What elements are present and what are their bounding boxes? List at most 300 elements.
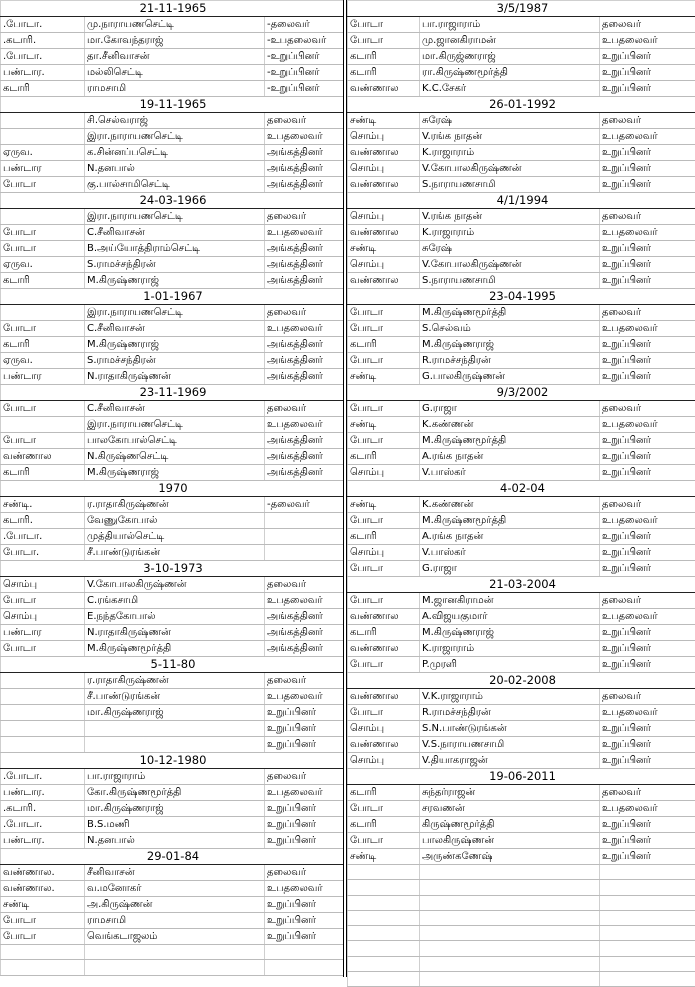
table-row: [348, 401, 695, 417]
table-row: [348, 129, 695, 145]
role-cell: தலைவர்: [600, 497, 695, 513]
table-row: [1, 161, 344, 177]
name-cell: M.கிருஷ்ணமூர்த்தி: [85, 641, 265, 657]
table-row: [348, 910, 695, 925]
role-cell: -உறுப்பினர்: [265, 49, 344, 65]
role-cell: அங்கத்தினர்: [265, 449, 344, 465]
table-row: [1, 625, 344, 641]
role-cell: உறுப்பினர்: [265, 929, 344, 945]
place-cell: சண்டி: [348, 849, 420, 865]
name-cell: E.நந்தகோபால்: [85, 609, 265, 625]
name-cell: சீ.பாண்டுரங்கன்: [85, 545, 265, 561]
table-row: [1, 177, 344, 193]
place-cell: [1, 209, 85, 225]
table-row: [348, 785, 695, 801]
role-cell: தலைவர்: [265, 305, 344, 321]
role-cell: உறுப்பினர்: [600, 273, 695, 289]
role-cell: உறுப்பினர்: [600, 833, 695, 849]
date-header: 23-04-1995: [348, 289, 695, 305]
date-header-row: [348, 577, 695, 593]
name-cell: முத்தியால்செட்டி: [85, 529, 265, 545]
place-cell: போடா: [348, 33, 420, 49]
place-cell: போடா: [348, 321, 420, 337]
date-header: 19-11-1965: [1, 97, 344, 113]
name-cell: ரா.கிருஷ்ணமூர்த்தி: [420, 65, 600, 81]
place-cell: வண்ணால: [348, 81, 420, 97]
table-row: [1, 321, 344, 337]
role-cell: உபதலைவர்: [600, 417, 695, 433]
place-cell: கடாரி: [1, 81, 85, 97]
name-cell: S.செல்வம்: [420, 321, 600, 337]
name-cell: சுந்தர்ராஜன்: [420, 785, 600, 801]
date-header-row: [1, 657, 344, 673]
table-row: [348, 817, 695, 833]
name-cell: வேணுகோபால்: [85, 513, 265, 529]
place-cell: சண்டி: [348, 113, 420, 129]
table-row: [1, 705, 344, 721]
table-row: [1, 369, 344, 385]
place-cell: பண்டார.: [1, 65, 85, 81]
role-cell: உபதலைவர்: [265, 881, 344, 897]
table-row: [348, 721, 695, 737]
name-cell: K.கண்ணன்: [420, 497, 600, 513]
table-row: [1, 353, 344, 369]
name-cell: மு.ஜானகிராமன்: [420, 33, 600, 49]
place-cell: பண்டார.: [1, 833, 85, 849]
place-cell: [348, 941, 420, 956]
name-cell: A.ரங்க நாதன்: [420, 529, 600, 545]
place-cell: கடாரி.: [1, 513, 85, 529]
table-row: [1, 465, 344, 481]
place-cell: வண்ணால: [348, 689, 420, 705]
role-cell: உறுப்பினர்: [600, 465, 695, 481]
place-cell: கடாரி: [1, 273, 85, 289]
table-row: [348, 609, 695, 625]
date-header: 21-03-2004: [348, 577, 695, 593]
name-cell: K.ராஜாராம்: [420, 225, 600, 241]
table-row: [348, 49, 695, 65]
role-cell: தலைவர்: [265, 577, 344, 593]
role-cell: தலைவர்: [600, 593, 695, 609]
place-cell: போடா: [348, 513, 420, 529]
place-cell: கடாரி: [348, 49, 420, 65]
place-cell: சொம்பு: [1, 609, 85, 625]
name-cell: S.நாராயணசாமி: [420, 177, 600, 193]
table-row: [1, 129, 344, 145]
role-cell: உறுப்பினர்: [600, 625, 695, 641]
date-header: 10-12-1980: [1, 753, 344, 769]
table-row: [1, 865, 344, 881]
date-header: 19-06-2011: [348, 769, 695, 785]
name-cell: S.ராமச்சந்திரன்: [85, 257, 265, 273]
role-cell: [600, 865, 695, 880]
name-cell: V.ரங்க நாதன்: [420, 209, 600, 225]
table-row: [1, 49, 344, 65]
date-header-row: [1, 481, 344, 497]
date-header-row: [1, 1, 344, 17]
table-row: [348, 657, 695, 673]
place-cell: சொம்பு: [348, 545, 420, 561]
name-cell: [420, 910, 600, 925]
name-cell: B.அய்யோத்திராம்செட்டி: [85, 241, 265, 257]
table-row: [1, 689, 344, 705]
place-cell: [1, 305, 85, 321]
table-row: [348, 880, 695, 895]
table-row: [1, 881, 344, 897]
table-row: [348, 737, 695, 753]
role-cell: உபதலைவர்: [600, 513, 695, 529]
name-cell: இரா.நாராயணசெட்டி: [85, 129, 265, 145]
role-cell: [600, 972, 695, 987]
place-cell: போடா: [348, 833, 420, 849]
table-row: [1, 225, 344, 241]
name-cell: கிருஷ்ணமூர்த்தி: [420, 817, 600, 833]
table-row: [348, 113, 695, 129]
date-header: 4/1/1994: [348, 193, 695, 209]
date-header-row: [1, 561, 344, 577]
table-row: [348, 625, 695, 641]
role-cell: உறுப்பினர்: [265, 833, 344, 849]
role-cell: [265, 945, 344, 960]
date-header-row: [1, 849, 344, 865]
name-cell: [420, 880, 600, 895]
table-row: [348, 529, 695, 545]
role-cell: அங்கத்தினர்: [265, 161, 344, 177]
place-cell: பண்டார.: [1, 785, 85, 801]
role-cell: உபதலைவர்: [600, 609, 695, 625]
place-cell: போடா: [348, 305, 420, 321]
table-row: [1, 145, 344, 161]
table-row: [348, 337, 695, 353]
place-cell: போடா: [1, 401, 85, 417]
table-row: [1, 337, 344, 353]
table-row: [1, 737, 344, 753]
place-cell: வண்ணால: [348, 609, 420, 625]
name-cell: இரா.நாராயணசெட்டி: [85, 417, 265, 433]
place-cell: [348, 926, 420, 941]
place-cell: போடா: [348, 353, 420, 369]
role-cell: [265, 529, 344, 545]
date-header: 24-03-1966: [1, 193, 344, 209]
place-cell: [1, 673, 85, 689]
role-cell: [600, 956, 695, 971]
table-row: [348, 449, 695, 465]
date-header-row: [1, 97, 344, 113]
role-cell: உபதலைவர்: [600, 33, 695, 49]
date-header: 1970: [1, 481, 344, 497]
name-cell: V.தியாகராஜன்: [420, 753, 600, 769]
role-cell: -தலைவர்: [265, 17, 344, 33]
table-row: [1, 641, 344, 657]
name-cell: தா.சீனிவாசன்: [85, 49, 265, 65]
left-table: [0, 0, 344, 976]
table-row: [1, 960, 344, 975]
place-cell: [1, 689, 85, 705]
role-cell: அங்கத்தினர்: [265, 369, 344, 385]
name-cell: ராமசாமி: [85, 81, 265, 97]
table-row: [348, 177, 695, 193]
place-cell: [1, 705, 85, 721]
role-cell: உபதலைவர்: [600, 801, 695, 817]
place-cell: .கடாரி.: [1, 801, 85, 817]
table-row: [1, 449, 344, 465]
name-cell: A.விஜயகுமார்: [420, 609, 600, 625]
role-cell: தலைவர்: [265, 209, 344, 225]
role-cell: உறுப்பினர்: [265, 721, 344, 737]
name-cell: M.கிருஷ்ணராஜ்: [85, 465, 265, 481]
name-cell: ர.ராதாகிருஷ்ணன்: [85, 673, 265, 689]
date-header: 3/5/1987: [348, 1, 695, 17]
table-row: [348, 353, 695, 369]
name-cell: கு.பால்சாமிசெட்டி: [85, 177, 265, 193]
role-cell: உறுப்பினர்: [600, 561, 695, 577]
name-cell: சீனிவாசன்: [85, 865, 265, 881]
role-cell: உறுப்பினர்: [600, 49, 695, 65]
name-cell: சரவணன்: [420, 801, 600, 817]
table-row: [348, 417, 695, 433]
table-row: [1, 785, 344, 801]
role-cell: அங்கத்தினர்: [265, 241, 344, 257]
table-row: [1, 817, 344, 833]
place-cell: சொம்பு: [348, 129, 420, 145]
place-cell: [348, 910, 420, 925]
name-cell: க.சின்னப்பசெட்டி: [85, 145, 265, 161]
role-cell: உறுப்பினர்: [600, 753, 695, 769]
name-cell: அருண்கணேஷ்: [420, 849, 600, 865]
name-cell: V.கோபாலகிருஷ்ணன்: [420, 161, 600, 177]
role-cell: [265, 545, 344, 561]
place-cell: வண்ணால: [1, 449, 85, 465]
table-row: [348, 321, 695, 337]
name-cell: S.ராமச்சந்திரன்: [85, 353, 265, 369]
name-cell: M.கிருஷ்ணராஜ்: [420, 337, 600, 353]
table-row: [1, 113, 344, 129]
place-cell: போடா: [348, 593, 420, 609]
name-cell: மா.கோவந்தராஜ்: [85, 33, 265, 49]
date-header-row: [348, 481, 695, 497]
role-cell: உறுப்பினர்: [600, 641, 695, 657]
table-row: [1, 273, 344, 289]
role-cell: தலைவர்: [600, 401, 695, 417]
role-cell: அங்கத்தினர்: [265, 433, 344, 449]
place-cell: [1, 737, 85, 753]
table-row: [1, 801, 344, 817]
role-cell: தலைவர்: [600, 785, 695, 801]
place-cell: போடா: [348, 17, 420, 33]
role-cell: உறுப்பினர்: [265, 897, 344, 913]
role-cell: தலைவர்: [600, 17, 695, 33]
place-cell: போடா: [1, 241, 85, 257]
role-cell: அங்கத்தினர்: [265, 353, 344, 369]
role-cell: உபதலைவர்: [600, 225, 695, 241]
place-cell: போடா: [1, 225, 85, 241]
place-cell: [348, 865, 420, 880]
name-cell: பா.ராஜாராம்: [85, 769, 265, 785]
right-table: [347, 0, 695, 987]
table-row: [1, 593, 344, 609]
place-cell: .போடா.: [1, 529, 85, 545]
table-row: [1, 257, 344, 273]
role-cell: [600, 910, 695, 925]
date-header-row: [348, 673, 695, 689]
role-cell: தலைவர்: [600, 305, 695, 321]
role-cell: உறுப்பினர்: [600, 177, 695, 193]
place-cell: போடா: [348, 433, 420, 449]
name-cell: பாலகிருஷ்ணன்: [420, 833, 600, 849]
left-column: [0, 0, 343, 976]
role-cell: உபதலைவர்: [265, 593, 344, 609]
role-cell: உறுப்பினர்: [600, 545, 695, 561]
place-cell: வண்ணால: [348, 177, 420, 193]
date-header-row: [348, 769, 695, 785]
place-cell: வண்ணால.: [1, 865, 85, 881]
table-row: [348, 161, 695, 177]
date-header-row: [348, 289, 695, 305]
date-header-row: [348, 385, 695, 401]
role-cell: உபதலைவர்: [600, 705, 695, 721]
table-row: [1, 65, 344, 81]
name-cell: K.ராஜாராம்: [420, 641, 600, 657]
place-cell: போடா: [348, 657, 420, 673]
role-cell: உறுப்பினர்: [265, 817, 344, 833]
place-cell: சண்டி: [348, 497, 420, 513]
role-cell: தலைவர்: [600, 113, 695, 129]
place-cell: கடாரி: [348, 785, 420, 801]
table-row: [1, 33, 344, 49]
role-cell: உபதலைவர்: [265, 417, 344, 433]
role-cell: உறுப்பினர்: [600, 353, 695, 369]
date-header-row: [348, 1, 695, 17]
role-cell: [600, 926, 695, 941]
table-row: [1, 433, 344, 449]
name-cell: B.S.மணி: [85, 817, 265, 833]
name-cell: வெங்கடாஜலம்: [85, 929, 265, 945]
place-cell: சொம்பு: [348, 465, 420, 481]
place-cell: போடா: [1, 641, 85, 657]
table-row: [1, 545, 344, 561]
table-row: [1, 17, 344, 33]
name-cell: அ.கிருஷ்ணன்: [85, 897, 265, 913]
name-cell: மா.கிருஜ்ணராஜ்: [420, 49, 600, 65]
date-header: 21-11-1965: [1, 1, 344, 17]
table-row: [348, 465, 695, 481]
name-cell: இரா.நாராயணசெட்டி: [85, 209, 265, 225]
place-cell: போடா: [1, 929, 85, 945]
role-cell: உறுப்பினர்: [600, 257, 695, 273]
role-cell: உறுப்பினர்: [600, 657, 695, 673]
role-cell: தலைவர்: [265, 769, 344, 785]
table-row: [348, 273, 695, 289]
name-cell: [420, 941, 600, 956]
role-cell: உபதலைவர்: [600, 321, 695, 337]
table-row: [348, 689, 695, 705]
place-cell: சண்டி.: [1, 497, 85, 513]
name-cell: [420, 972, 600, 987]
table-row: [348, 65, 695, 81]
table-row: [348, 513, 695, 529]
role-cell: உபதலைவர்: [265, 785, 344, 801]
role-cell: உறுப்பினர்: [600, 721, 695, 737]
place-cell: போடா: [1, 177, 85, 193]
name-cell: [420, 865, 600, 880]
role-cell: உறுப்பினர்: [600, 449, 695, 465]
table-row: [1, 721, 344, 737]
name-cell: சி.செல்வராஜ்: [85, 113, 265, 129]
role-cell: -உறுப்பினர்: [265, 81, 344, 97]
place-cell: கடாரி: [348, 817, 420, 833]
name-cell: K.கண்ணன்: [420, 417, 600, 433]
table-row: [348, 433, 695, 449]
table-row: [348, 849, 695, 865]
name-cell: ர.ராதாகிருஷ்ணன்: [85, 497, 265, 513]
role-cell: அங்கத்தினர்: [265, 177, 344, 193]
table-row: [1, 609, 344, 625]
place-cell: சொம்பு: [348, 753, 420, 769]
table-row: [1, 769, 344, 785]
place-cell: போடா: [348, 401, 420, 417]
role-cell: உறுப்பினர்: [600, 849, 695, 865]
name-cell: [85, 737, 265, 753]
right-column: [347, 0, 695, 987]
place-cell: போடா: [348, 705, 420, 721]
name-cell: M.ஜானகிராமன்: [420, 593, 600, 609]
role-cell: உபதலைவர்: [600, 129, 695, 145]
place-cell: .போடா.: [1, 17, 85, 33]
role-cell: -உறுப்பினர்: [265, 65, 344, 81]
name-cell: மு.நாராயணசெட்டி: [85, 17, 265, 33]
name-cell: மா.கிருஷ்ணராஜ்: [85, 801, 265, 817]
role-cell: உறுப்பினர்: [600, 369, 695, 385]
table-row: [348, 497, 695, 513]
table-row: [348, 865, 695, 880]
name-cell: M.கிருஷ்ணமூர்த்தி: [420, 433, 600, 449]
role-cell: அங்கத்தினர்: [265, 145, 344, 161]
place-cell: கடாரி: [348, 625, 420, 641]
date-header-row: [348, 193, 695, 209]
place-cell: [1, 113, 85, 129]
role-cell: [600, 941, 695, 956]
name-cell: [420, 956, 600, 971]
place-cell: [1, 721, 85, 737]
place-cell: [348, 895, 420, 910]
place-cell: கடாரி: [348, 449, 420, 465]
name-cell: [85, 945, 265, 960]
table-row: [1, 417, 344, 433]
place-cell: போடா: [348, 561, 420, 577]
place-cell: [1, 129, 85, 145]
name-cell: C.சீனிவாசன்: [85, 401, 265, 417]
date-header: 29-01-84: [1, 849, 344, 865]
role-cell: [265, 513, 344, 529]
table-row: [348, 145, 695, 161]
table-row: [1, 673, 344, 689]
name-cell: சீ.பாண்டுரங்கன்: [85, 689, 265, 705]
place-cell: போடா: [1, 913, 85, 929]
role-cell: உறுப்பினர்: [600, 433, 695, 449]
role-cell: உறுப்பினர்: [600, 529, 695, 545]
name-cell: V.பாஸ்கர்: [420, 545, 600, 561]
name-cell: K.C.சேகர்: [420, 81, 600, 97]
place-cell: வண்ணால: [348, 641, 420, 657]
place-cell: [1, 417, 85, 433]
name-cell: P.முரளி: [420, 657, 600, 673]
name-cell: V.கோபாலகிருஷ்ணன்: [85, 577, 265, 593]
role-cell: தலைவர்: [265, 673, 344, 689]
role-cell: தலைவர்: [265, 401, 344, 417]
name-cell: V.K.ராஜாராம்: [420, 689, 600, 705]
name-cell: G.பாலகிருஷ்ணன்: [420, 369, 600, 385]
name-cell: [420, 926, 600, 941]
